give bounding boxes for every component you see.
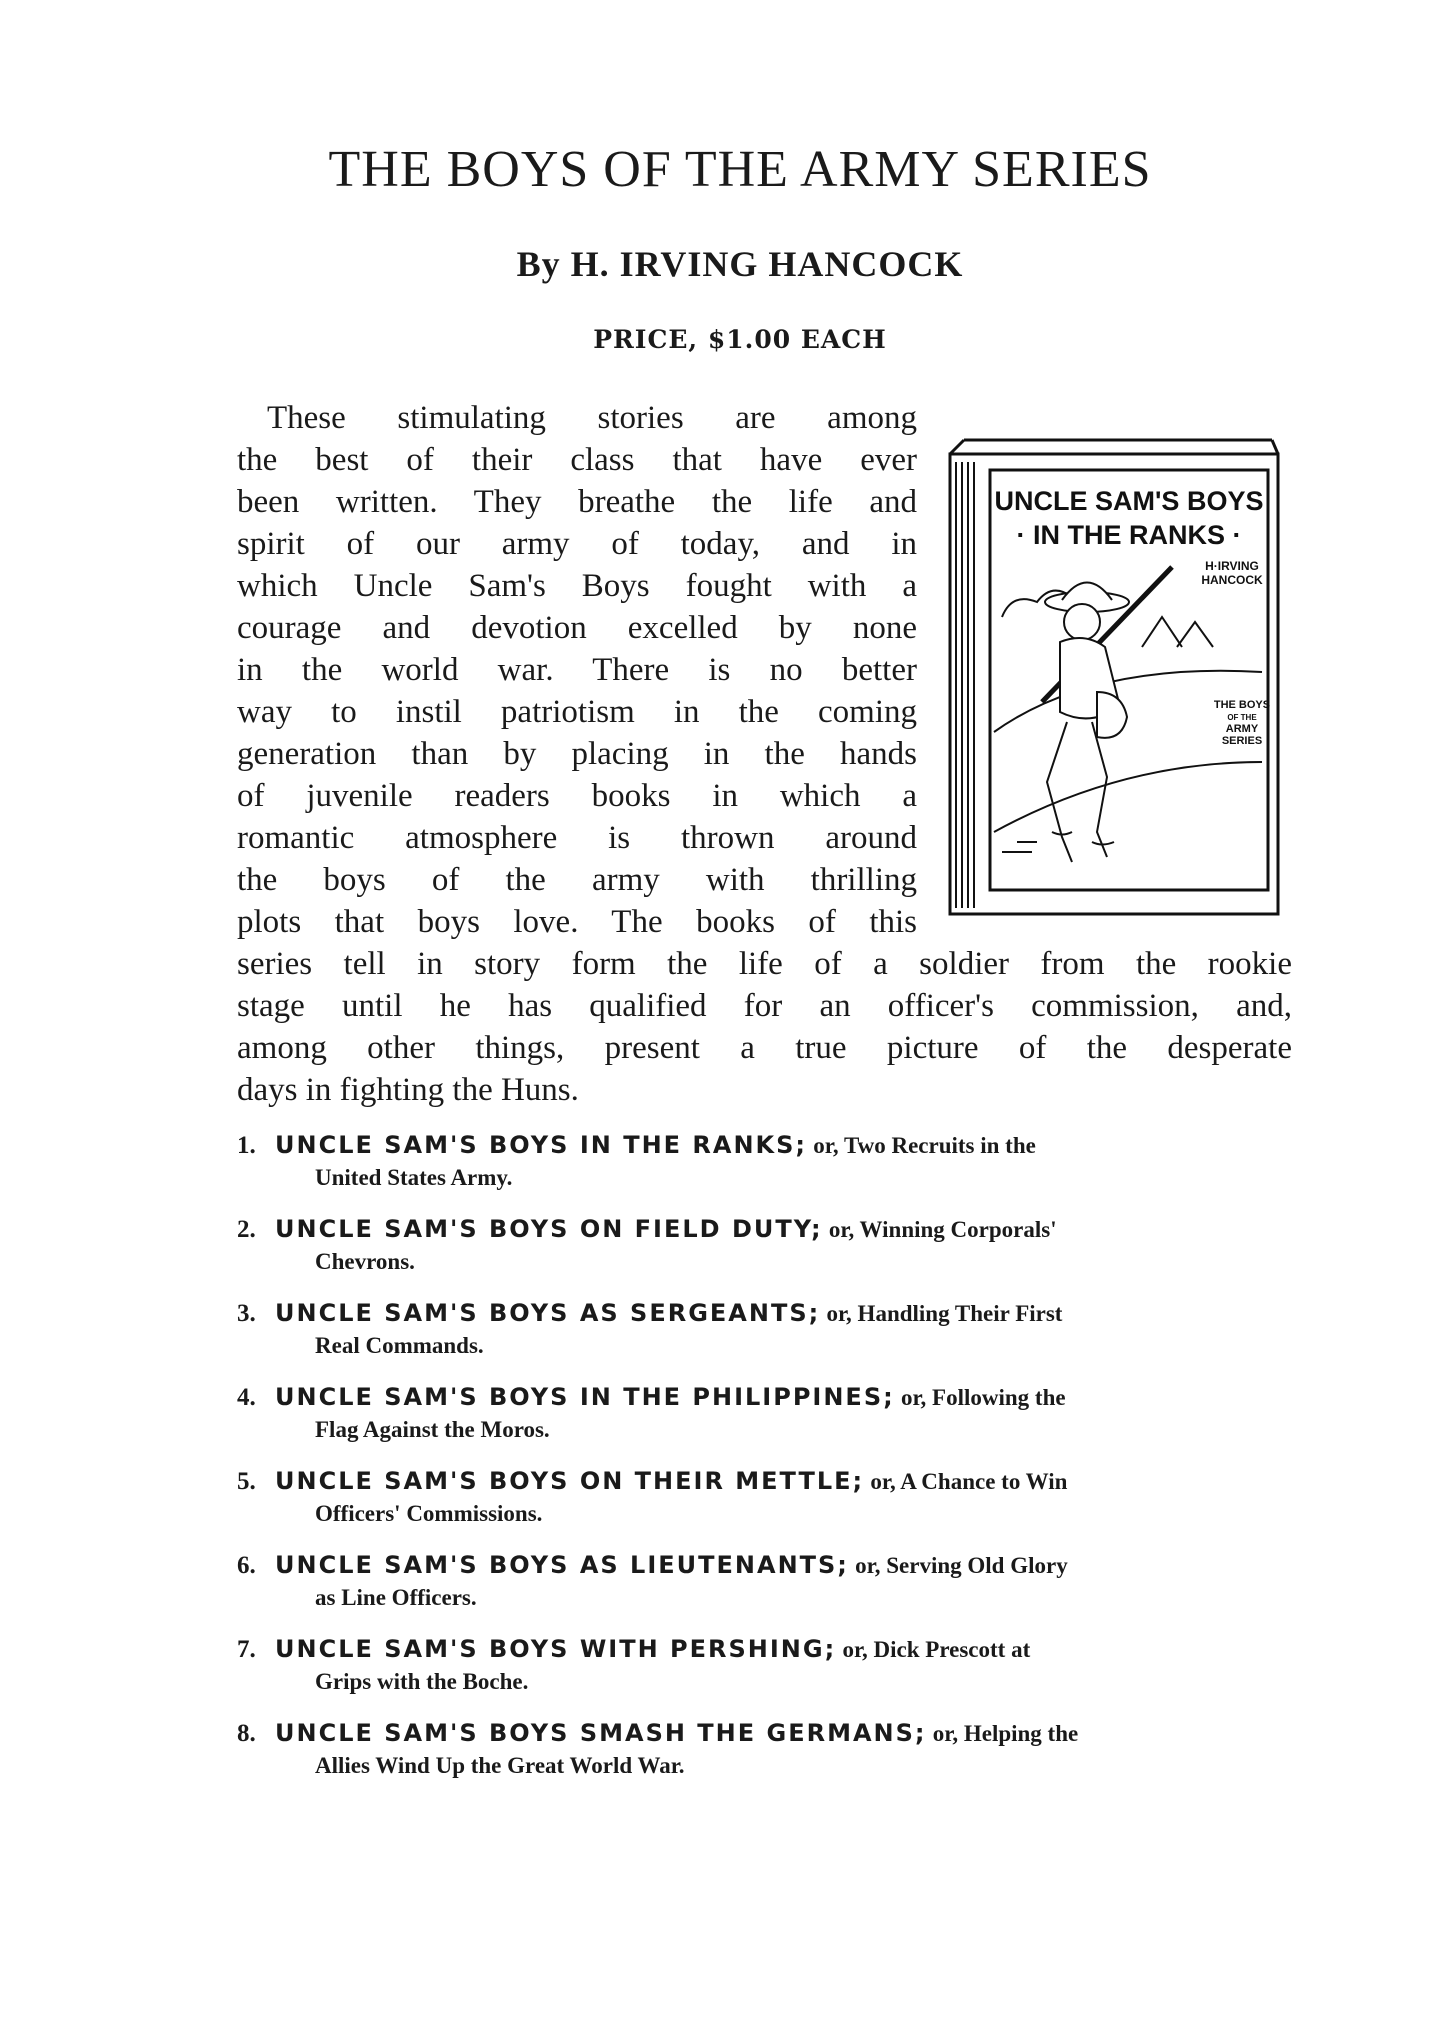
book-title: UNCLE SAM'S BOYS ON FIELD DUTY; (275, 1215, 823, 1243)
book-title: UNCLE SAM'S BOYS IN THE RANKS; (275, 1131, 808, 1159)
book-subtitle: or, Handling Their First (826, 1301, 1063, 1326)
cover-series-line4: SERIES (1221, 735, 1263, 747)
cover-title-line1: UNCLE SAM'S BOYS (994, 486, 1264, 516)
list-item (237, 1464, 1297, 1548)
intro-line: spirit of our army of today, and in (237, 526, 917, 562)
book-subtitle-cont: Grips with the Boche. (315, 1669, 529, 1694)
book-number: 8. (237, 1720, 256, 1747)
book-title: UNCLE SAM'S BOYS AS LIEUTENANTS; (275, 1551, 849, 1579)
intro-line: among other things, present a true picture of the desperate (237, 1030, 1292, 1066)
intro-line: which Uncle Sam's Boys fought with a (237, 568, 917, 604)
book-subtitle-cont: Allies Wind Up the Great World War. (315, 1753, 685, 1778)
book-subtitle: or, Serving Old Glory (855, 1553, 1068, 1578)
list-item (237, 1212, 1297, 1296)
book-number: 7. (237, 1636, 256, 1663)
list-item (237, 1128, 1297, 1212)
book-subtitle: or, Following the (900, 1385, 1066, 1410)
book-title: UNCLE SAM'S BOYS IN THE PHILIPPINES; (275, 1383, 895, 1411)
intro-line: generation than by placing in the hands (237, 736, 917, 772)
book-list (237, 1128, 1297, 1800)
book-number: 4. (237, 1384, 256, 1411)
list-item (237, 1716, 1297, 1800)
book-cover-illustration (942, 432, 1287, 922)
list-item (237, 1380, 1297, 1464)
book-subtitle-cont: Real Commands. (315, 1333, 484, 1358)
intro-line: courage and devotion excelled by none (237, 610, 917, 646)
intro-line: romantic atmosphere is thrown around (237, 820, 917, 856)
list-item (237, 1548, 1297, 1632)
book-subtitle-cont: Chevrons. (315, 1249, 415, 1274)
book-subtitle: or, A Chance to Win (870, 1469, 1068, 1494)
book-title: UNCLE SAM'S BOYS ON THEIR METTLE; (275, 1467, 865, 1495)
intro-line: series tell in story form the life of a soldier from the rookie (237, 946, 1292, 982)
intro-line: the boys of the army with thrilling (237, 862, 917, 898)
book-subtitle: or, Winning Corporals' (828, 1217, 1057, 1242)
intro-line: in the world war. There is no better (237, 652, 917, 688)
intro-line: stage until he has qualified for an officer's commission, and, (237, 988, 1292, 1024)
book-subtitle: or, Helping the (932, 1721, 1079, 1746)
cover-series-line1: THE BOYS (1213, 699, 1271, 711)
intro-line: plots that boys love. The books of this (237, 904, 917, 940)
intro-line: way to instil patriotism in the coming (237, 694, 917, 730)
book-number: 1. (237, 1132, 256, 1159)
book-title: UNCLE SAM'S BOYS SMASH THE GERMANS; (275, 1719, 927, 1747)
cover-series-line2: OF THE (1227, 713, 1257, 722)
intro-line: been written. They breathe the life and (237, 484, 917, 520)
cover-title-line2: · IN THE RANKS · (1016, 520, 1242, 550)
book-number: 3. (237, 1300, 256, 1327)
price-line: PRICE, $1.00 EACH (593, 325, 887, 354)
cover-series-line3: ARMY (1225, 723, 1259, 735)
cover-author-line1: H·IRVING (1205, 559, 1259, 573)
intro-line: the best of their class that have ever (237, 442, 917, 478)
cover-author-line2: HANCOCK (1201, 573, 1263, 587)
list-item (237, 1296, 1297, 1380)
book-subtitle: or, Two Recruits in the (813, 1133, 1036, 1158)
book-subtitle-cont: Officers' Commissions. (315, 1501, 543, 1526)
book-subtitle-cont: United States Army. (315, 1165, 513, 1190)
book-subtitle-cont: Flag Against the Moros. (315, 1417, 550, 1442)
intro-line: days in fighting the Huns. (237, 1072, 579, 1108)
page-title: THE BOYS OF THE ARMY SERIES (328, 141, 1152, 198)
book-number: 6. (237, 1552, 256, 1579)
intro-line: These stimulating stories are among (267, 400, 917, 436)
book-title: UNCLE SAM'S BOYS WITH PERSHING; (275, 1635, 837, 1663)
intro-line: of juvenile readers books in which a (237, 778, 917, 814)
list-item (237, 1632, 1297, 1716)
book-subtitle-cont: as Line Officers. (315, 1585, 477, 1610)
book-number: 5. (237, 1468, 256, 1495)
book-subtitle: or, Dick Prescott at (842, 1637, 1031, 1662)
book-number: 2. (237, 1216, 256, 1243)
book-title: UNCLE SAM'S BOYS AS SERGEANTS; (275, 1299, 821, 1327)
author-line: By H. IRVING HANCOCK (516, 244, 964, 284)
